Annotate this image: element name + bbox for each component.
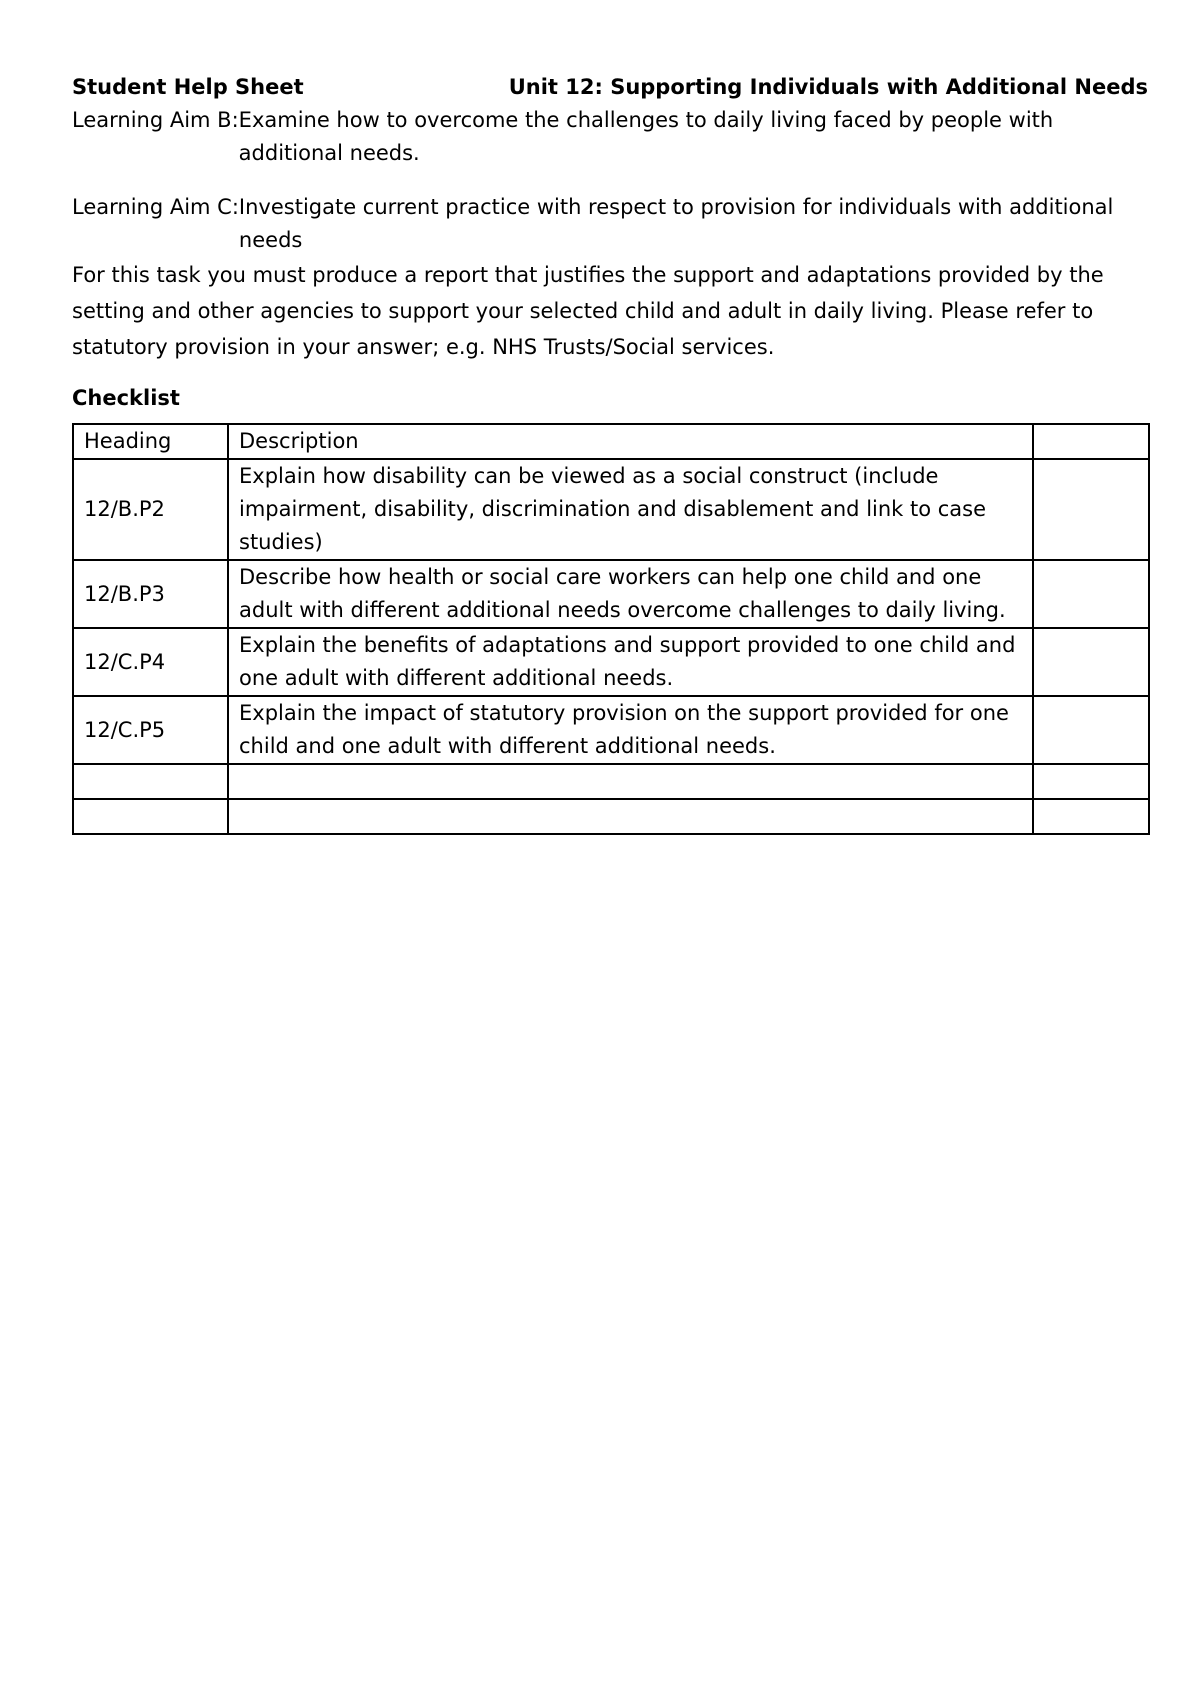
document-page <box>72 70 1148 835</box>
column-header-check <box>1033 424 1149 459</box>
learning-aim-c <box>72 191 1148 257</box>
sheet-title: Student Help Sheet <box>72 75 304 99</box>
task-instructions: For this task you must produce a report that justifies the support and adaptations provided by the setting and other agencies to support your selected child and adult in daily living. Please refer to statutory provision in your answer; e.g. NHS Trusts/Social services. <box>72 263 1104 359</box>
table-row-empty <box>73 799 1149 834</box>
row-description-cell: Explain how disability can be viewed as a social construct (include impairment, disability, discrimination and disablement and link to case studies) <box>228 459 1033 560</box>
table-row <box>73 459 1149 560</box>
row-check-cell[interactable] <box>1033 764 1149 799</box>
column-header-description: Description <box>228 424 1033 459</box>
table-row-empty <box>73 764 1149 799</box>
row-heading-cell: 12/B.P2 <box>73 459 228 560</box>
row-description-cell[interactable] <box>228 799 1033 834</box>
table-row <box>73 628 1149 696</box>
row-description-cell: Describe how health or social care workers can help one child and one adult with different additional needs overcome challenges to daily living. <box>228 560 1033 628</box>
row-heading-cell: 12/B.P3 <box>73 560 228 628</box>
learning-aim-text: Investigate current practice with respect to provision for individuals with additional needs <box>238 195 1114 252</box>
row-description-cell[interactable] <box>228 764 1033 799</box>
table-row <box>73 696 1149 764</box>
learning-aim-b <box>72 104 1148 170</box>
row-check-cell[interactable] <box>1033 628 1149 696</box>
unit-title: Unit 12: Supporting Individuals with Additional Needs <box>508 75 1148 99</box>
column-header-heading: Heading <box>73 424 228 459</box>
learning-aim-text: Examine how to overcome the challenges to daily living faced by people with additional needs. <box>238 108 1054 165</box>
row-heading-cell: 12/C.P4 <box>73 628 228 696</box>
header <box>72 70 1148 104</box>
row-heading-cell: 12/C.P5 <box>73 696 228 764</box>
checklist-table <box>72 423 1150 835</box>
row-heading-cell[interactable] <box>73 799 228 834</box>
row-description-cell: Explain the impact of statutory provision on the support provided for one child and one adult with different additional needs. <box>228 696 1033 764</box>
row-check-cell[interactable] <box>1033 459 1149 560</box>
table-row <box>73 560 1149 628</box>
learning-aim-label: Learning Aim B: <box>72 108 239 132</box>
row-description-cell: Explain the benefits of adaptations and support provided to one child and one adult with different additional needs. <box>228 628 1033 696</box>
row-check-cell[interactable] <box>1033 560 1149 628</box>
row-check-cell[interactable] <box>1033 799 1149 834</box>
row-heading-cell[interactable] <box>73 764 228 799</box>
table-header-row <box>73 424 1149 459</box>
checklist-title: Checklist <box>72 386 180 410</box>
learning-aim-label: Learning Aim C: <box>72 195 239 219</box>
row-check-cell[interactable] <box>1033 696 1149 764</box>
